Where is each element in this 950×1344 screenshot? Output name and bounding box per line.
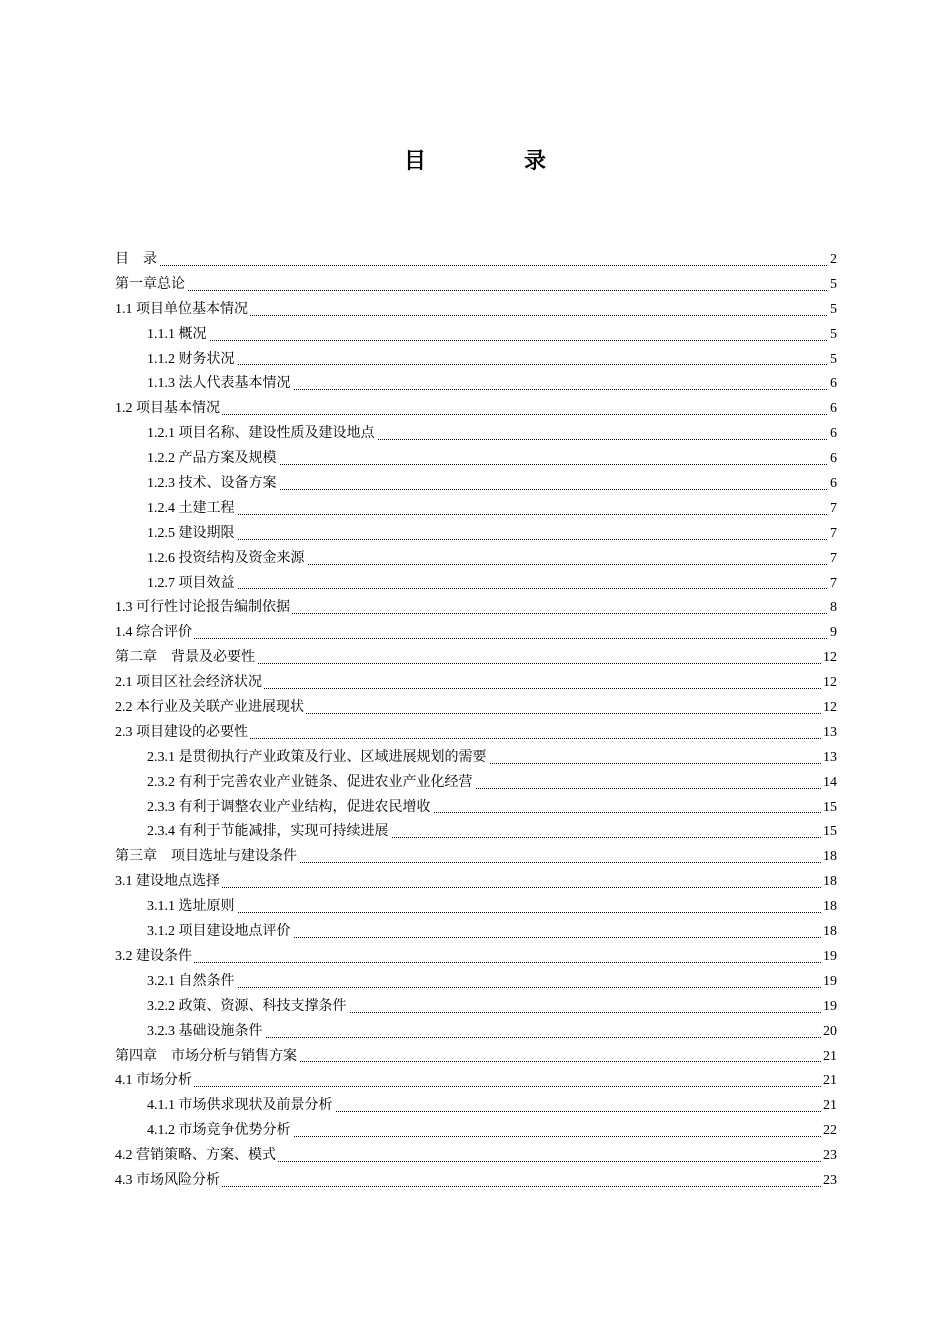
toc-entry-page-number: 12 (821, 671, 837, 696)
toc-entry[interactable] (115, 596, 837, 621)
toc-entry[interactable] (115, 1045, 837, 1070)
toc-entry[interactable] (115, 646, 837, 671)
toc-entry-page-number: 18 (821, 870, 837, 895)
toc-entry[interactable] (115, 323, 837, 348)
toc-entry-page-number: 5 (828, 323, 837, 348)
toc-entry-text: 第二章 背景及必要性 (115, 650, 255, 666)
toc-entry-text: 3.1.1 选址原则 (147, 899, 235, 915)
toc-entry[interactable] (115, 895, 837, 920)
toc-entry[interactable] (115, 348, 837, 373)
toc-entry-text: 1.2.1 项目名称、建设性质及建设地点 (147, 426, 375, 442)
toc-entry-page-number: 21 (821, 1045, 837, 1070)
toc-entry-page-number: 6 (828, 397, 837, 422)
toc-entry-page-number: 13 (821, 746, 837, 771)
toc-entry-text: 4.1 市场分析 (115, 1073, 192, 1089)
toc-entry-text: 1.2.7 项目效益 (147, 575, 235, 591)
toc-entry[interactable] (115, 1020, 837, 1045)
toc-entry[interactable] (115, 248, 837, 273)
toc-entry-text: 4.1.2 市场竞争优势分析 (147, 1123, 291, 1139)
toc-entry-page-number: 19 (821, 995, 837, 1020)
toc-entry[interactable] (115, 970, 837, 995)
toc-entry-page-number: 22 (821, 1119, 837, 1144)
toc-entry-page-number: 18 (821, 920, 837, 945)
toc-entry-text: 3.2.2 政策、资源、科技支撑条件 (147, 998, 347, 1014)
toc-entry[interactable] (115, 1094, 837, 1119)
toc-entry-text: 2.3.3 有利于调整农业产业结构，促进农民增收 (147, 799, 431, 815)
toc-entry[interactable] (115, 796, 837, 821)
toc-entry[interactable] (115, 621, 837, 646)
toc-entry-text: 1.1 项目单位基本情况 (115, 301, 248, 317)
toc-entry[interactable] (115, 721, 837, 746)
toc-entry-page-number: 12 (821, 646, 837, 671)
toc-entry[interactable] (115, 1169, 837, 1194)
toc-entry[interactable] (115, 572, 837, 597)
toc-entry-page-number: 19 (821, 945, 837, 970)
toc-entry-text: 第一章总论 (115, 276, 185, 292)
toc-entry-page-number: 21 (821, 1069, 837, 1094)
toc-entry-text: 1.4 综合评价 (115, 625, 192, 641)
toc-entry-page-number: 6 (828, 372, 837, 397)
toc-entry-text: 3.2.3 基础设施条件 (147, 1023, 263, 1039)
toc-entry-page-number: 7 (828, 497, 837, 522)
toc-entry-page-number: 9 (828, 621, 837, 646)
toc-entry[interactable] (115, 746, 837, 771)
toc-entry-page-number: 14 (821, 771, 837, 796)
toc-entry-text: 目 录 (115, 252, 157, 267)
toc-entry-text: 3.1.2 项目建设地点评价 (147, 924, 291, 940)
toc-entry-text: 2.3.2 有利于完善农业产业链条、促进农业产业化经营 (147, 774, 473, 790)
toc-entry-text: 2.3.4 有利于节能减排，实现可持续进展 (147, 824, 389, 840)
toc-entry[interactable] (115, 547, 837, 572)
toc-entry-page-number: 7 (828, 522, 837, 547)
toc-entry-text: 1.2.6 投资结构及资金来源 (147, 550, 305, 566)
toc-entry-page-number: 5 (828, 298, 837, 323)
toc-entry-page-number: 6 (828, 472, 837, 497)
toc-entry-page-number: 21 (821, 1094, 837, 1119)
toc-entry[interactable] (115, 945, 837, 970)
toc-entry-page-number: 15 (821, 820, 837, 845)
toc-entry-page-number: 6 (828, 447, 837, 472)
toc-entry[interactable] (115, 472, 837, 497)
toc-entry[interactable] (115, 273, 837, 298)
toc-entry-text: 3.2.1 自然条件 (147, 973, 235, 989)
toc-entry-text: 1.1.1 概况 (147, 326, 207, 342)
toc-entry-text: 4.2 营销策略、方案、模式 (115, 1148, 276, 1164)
toc-entry-text: 1.2.2 产品方案及规模 (147, 451, 277, 467)
toc-entry-page-number: 15 (821, 796, 837, 821)
toc-entry-text: 第四章 市场分析与销售方案 (115, 1048, 297, 1064)
toc-entry-page-number: 18 (821, 845, 837, 870)
table-of-contents (115, 248, 837, 1194)
toc-entry[interactable] (115, 1144, 837, 1169)
toc-entry-page-number: 13 (821, 721, 837, 746)
toc-entry[interactable] (115, 820, 837, 845)
toc-entry-text: 2.3 项目建设的必要性 (115, 724, 248, 740)
toc-entry-text: 2.2 本行业及关联产业进展现状 (115, 700, 304, 716)
toc-entry-page-number: 20 (821, 1020, 837, 1045)
toc-entry-text: 3.2 建设条件 (115, 948, 192, 964)
toc-entry[interactable] (115, 298, 837, 323)
toc-entry[interactable] (115, 422, 837, 447)
toc-entry[interactable] (115, 696, 837, 721)
toc-entry[interactable] (115, 870, 837, 895)
toc-entry-page-number: 19 (821, 970, 837, 995)
toc-entry-page-number: 7 (828, 572, 837, 597)
toc-entry-text: 2.3.1 是贯彻执行产业政策及行业、区域进展规划的需要 (147, 749, 487, 765)
toc-entry[interactable] (115, 447, 837, 472)
toc-entry-text: 1.2 项目基本情况 (115, 401, 220, 417)
toc-entry-text: 4.3 市场风险分析 (115, 1172, 220, 1188)
toc-entry-text: 1.2.3 技术、设备方案 (147, 476, 277, 492)
toc-entry-text: 1.2.4 土建工程 (147, 500, 235, 516)
toc-entry-text: 1.1.3 法人代表基本情况 (147, 376, 291, 392)
toc-entry[interactable] (115, 497, 837, 522)
toc-entry-page-number: 7 (828, 547, 837, 572)
toc-entry-page-number: 5 (828, 348, 837, 373)
toc-entry-page-number: 12 (821, 696, 837, 721)
toc-entry-text: 第三章 项目选址与建设条件 (115, 849, 297, 865)
toc-entry[interactable] (115, 397, 837, 422)
toc-entry-page-number: 8 (828, 596, 837, 621)
toc-entry[interactable] (115, 771, 837, 796)
toc-entry-text: 1.1.2 财务状况 (147, 351, 235, 367)
toc-entry[interactable] (115, 845, 837, 870)
toc-entry[interactable] (115, 995, 837, 1020)
toc-entry-text: 1.3 可行性讨论报告编制依据 (115, 600, 290, 616)
toc-entry[interactable] (115, 522, 837, 547)
toc-entry-page-number: 23 (821, 1144, 837, 1169)
toc-entry[interactable] (115, 372, 837, 397)
toc-heading: 目 录 (403, 149, 584, 174)
toc-entry-page-number: 18 (821, 895, 837, 920)
toc-entry-page-number: 2 (828, 248, 837, 273)
toc-entry-text: 4.1.1 市场供求现状及前景分析 (147, 1098, 333, 1114)
toc-entry-page-number: 6 (828, 422, 837, 447)
toc-entry-page-number: 23 (821, 1169, 837, 1194)
toc-entry[interactable] (115, 1119, 837, 1144)
toc-entry-page-number: 5 (828, 273, 837, 298)
toc-entry-text: 3.1 建设地点选择 (115, 874, 220, 890)
toc-entry[interactable] (115, 1069, 837, 1094)
toc-entry[interactable] (115, 671, 837, 696)
toc-entry-text: 2.1 项目区社会经济状况 (115, 675, 262, 691)
toc-entry-text: 1.2.5 建设期限 (147, 525, 235, 541)
toc-entry[interactable] (115, 920, 837, 945)
